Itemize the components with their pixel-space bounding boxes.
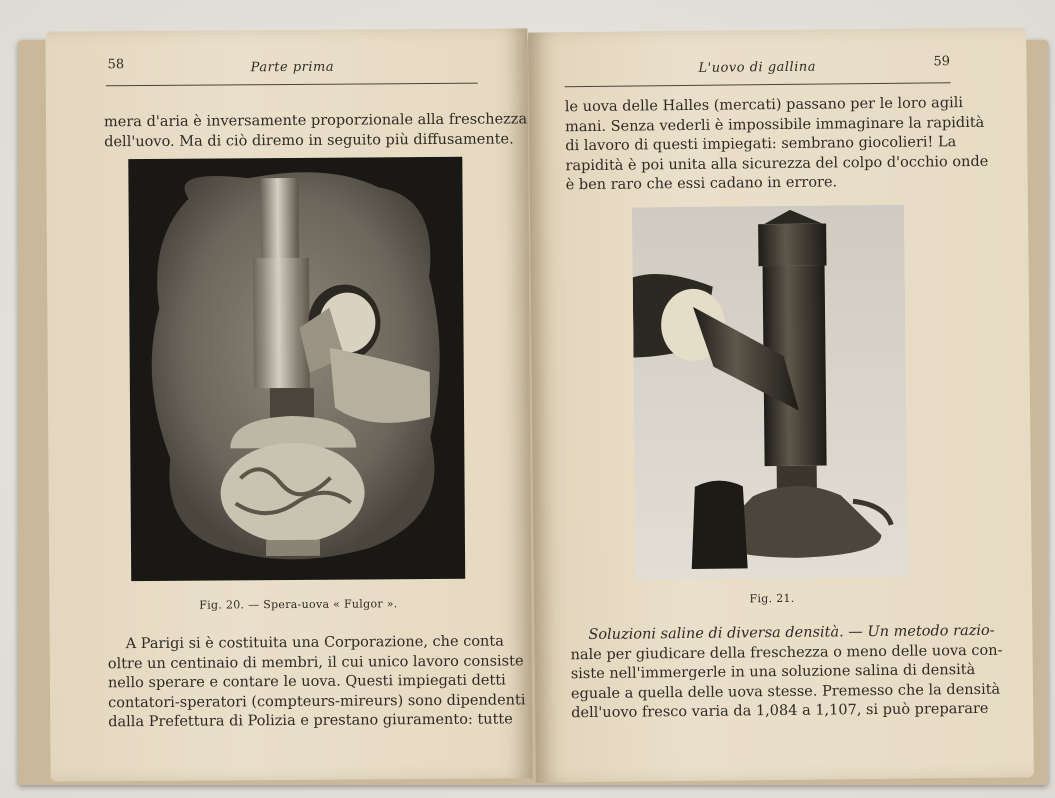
figure-20-photo xyxy=(128,157,465,581)
text-line: mani. Senza vederli è impossibile immaginare la rapidità xyxy=(564,114,985,135)
figure-20-caption: Fig. 20. — Spera-uova « Fulgor ». xyxy=(199,597,398,612)
page-number-right: 59 xyxy=(933,54,951,70)
text-line: le uova delle Halles (mercati) passano per le loro agili xyxy=(564,95,964,116)
text-line: nello sperare e contare le uova. Questi impiegati detti xyxy=(107,672,506,692)
text-line: mera d'aria è inversamente proporzionale alla freschezza xyxy=(103,111,528,131)
figure-21-photo xyxy=(632,205,908,580)
left-top-text xyxy=(103,111,528,153)
text-line: Soluzioni saline di diversa densità. — Un metodo razio- xyxy=(588,622,995,644)
text-line: dalla Prefettura di Polizia e prestano giuramento: tutte xyxy=(108,711,513,731)
text-line: oltre un centinaio di membri, il cui unico lavoro consiste xyxy=(107,652,524,672)
left-page xyxy=(45,28,532,781)
text-line: eguale a quella delle uova stesse. Premesso che la densità xyxy=(570,681,1001,702)
header-rule xyxy=(106,83,478,87)
right-top-text xyxy=(564,94,989,196)
header-rule xyxy=(565,82,951,87)
text-line: dell'uovo fresco varia da 1,084 a 1,107, si può preparare xyxy=(571,700,989,722)
running-head-right: L'uovo di gallina xyxy=(698,59,817,76)
text-line: di lavoro di questi impiegati: sembrano giocolieri! La xyxy=(565,134,957,155)
text-line: rapidità è poi unita alla sicurezza del colpo d'occhio onde xyxy=(565,153,989,174)
right-page xyxy=(528,27,1034,782)
text-line: contatori-speratori (compteurs-mireurs) sono dipendenti xyxy=(108,691,526,711)
text-line: è ben raro che essi cadano in errore. xyxy=(565,174,838,194)
text-line: A Parigi si è costituita una Corporazione, che conta xyxy=(125,633,504,653)
text-line: siste nell'immergerle in una soluzione salina di densità xyxy=(570,661,976,683)
figure-21-caption: Fig. 21. xyxy=(749,591,795,606)
text-line: dell'uovo. Ma di ciò diremo in seguito più diffusamente. xyxy=(104,130,514,150)
left-body-text xyxy=(107,633,526,733)
right-body-text xyxy=(570,622,1003,724)
page-number-left: 58 xyxy=(107,57,125,73)
text-line: nale per giudicare della freschezza o meno delle uova con- xyxy=(570,642,1003,663)
running-head-left: Parte prima xyxy=(250,59,335,76)
